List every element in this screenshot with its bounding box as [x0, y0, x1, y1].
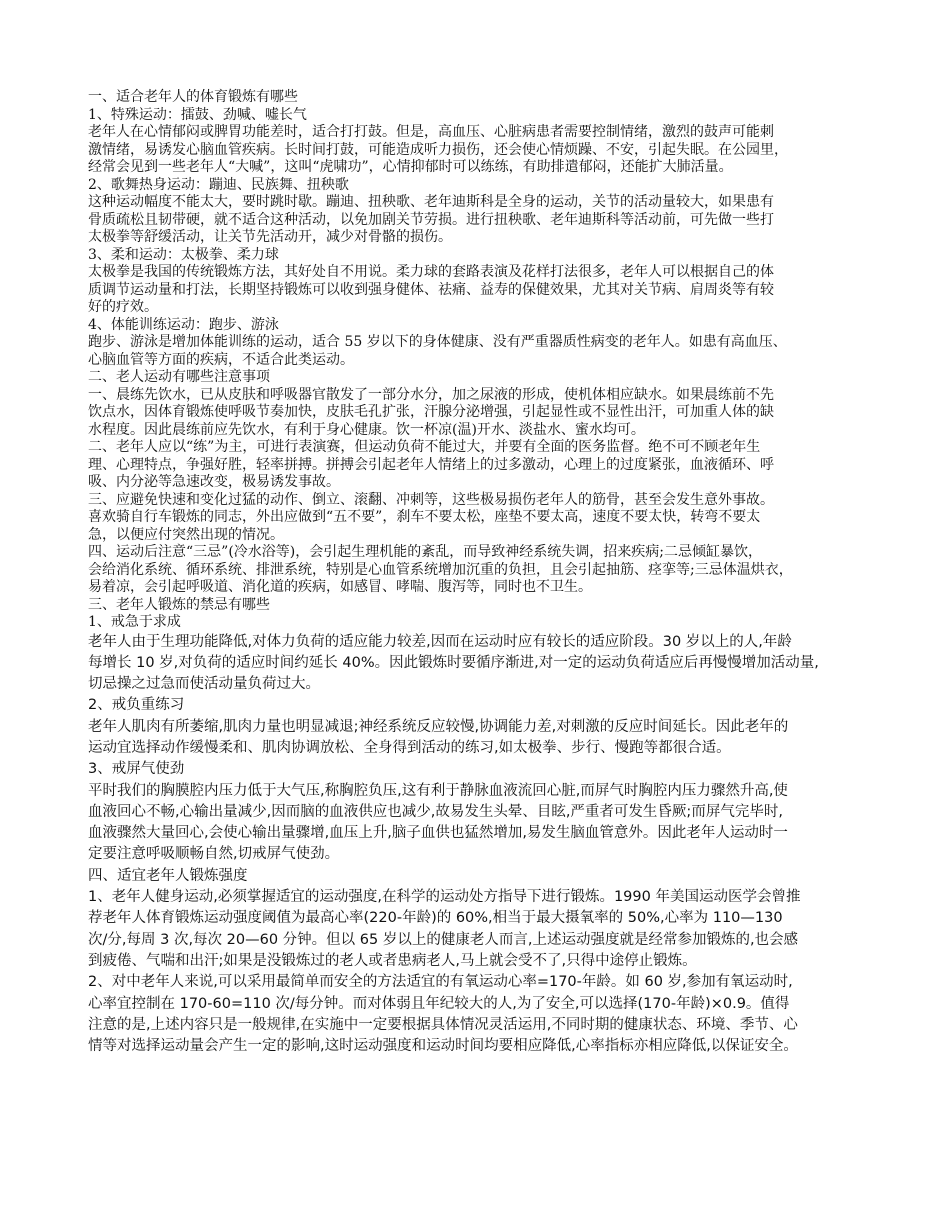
text-line: 会给消化系统、循环系统、排泄系统，特别是心血管系统增加沉重的负担，且会引起抽筋、痉挛等;三忌体温烘衣，: [88, 561, 793, 578]
text-line: 1、老年人健身运动,必须掌握适宜的运动强度,在科学的运动处方指导下进行锻炼。1990 年美国运动医学会曾推: [88, 889, 801, 906]
text-line: 到疲倦、气喘和出汗;如果是没锻炼过的老人或者患病老人,马上就会受不了,只得中途停止锻炼。: [88, 952, 697, 969]
text-line: 四、运动后注意“三忌”(冷水浴等)，会引起生理机能的紊乱，而导致神经系统失调，招来疾病;二忌倾缸暴饮，: [88, 544, 762, 560]
text-line: 血液骤然大量回心,会使心输出量骤增,血压上升,脑子血供也猛然增加,易发生脑血管意外。因此老年人运动时一: [88, 825, 788, 842]
text-line: 2、对中老年人来说,可以采用最简单而安全的方法适宜的有氧运动心率=170-年龄。如 60 岁,参加有氧运动时,: [88, 974, 793, 991]
text-line: 3、柔和运动：太极拳、柔力球: [88, 246, 279, 263]
text-line: 好的疗效。: [88, 299, 158, 315]
text-line: 四、适宜老年人锻炼强度: [88, 867, 248, 884]
text-line: 跑步、游泳是增加体能训练的运动，适合 55 岁以下的身体健康、没有严重器质性病变的老年人。如患有高血压、: [88, 334, 787, 350]
text-line: 理、心理特点，争强好胜，轻率拼搏。拼搏会引起老年人情绪上的过多激动，心理上的过度紧张，血液循环、呼: [88, 456, 774, 473]
text-line: 一、晨练先饮水，已从皮肤和呼吸器官散发了一部分水分，加之尿液的形成，使机体相应缺水。如果晨练前不先: [88, 386, 774, 403]
text-line: 水程度。因此晨练前应先饮水，有利于身心健康。饮一杯凉(温)开水、淡盐水、蜜水均可。: [88, 421, 645, 438]
text-line: 三、老年人锻炼的禁忌有哪些: [88, 596, 270, 613]
text-line: 一、适合老年人的体育锻炼有哪些: [88, 89, 298, 105]
text-line: 太极拳是我国的传统锻炼方法，其好处自不用说。柔力球的套路表演及花样打法很多，老年人可以根据自己的体: [88, 264, 774, 280]
text-line: 这种运动幅度不能太大，要时跳时歇。蹦迪、扭秧歌、老年迪斯科是全身的运动，关节的活动量较大，如果患有: [88, 194, 774, 210]
text-line: 喜欢骑自行车锻炼的同志，外出应做到“五不要”，刹车不要太松，座垫不要太高，速度不要太快，转弯不要太: [88, 509, 761, 525]
text-block-3: [88, 695, 866, 1057]
text-line: 质调节运动量和打法，长期坚持锻炼可以收到强身健体、祛痛、益寿的保健效果，尤其对关节病、肩周炎等有较: [88, 281, 774, 298]
text-line: 荐老年人体育锻炼运动强度阈值为最高心率(220-年龄)的 60%,相当于最大摄氧率的 50%,心率为 110—130: [88, 910, 783, 927]
text-line: 1、戒急于求成: [88, 614, 181, 630]
text-line: 激情绪，易诱发心脑血管疾病。长时间打鼓，可能造成听力损伤，还会使心情烦躁、不安，引起失眠。在公园里，: [88, 141, 788, 158]
text-line: 二、老年人应以“练”为主，可进行表演赛，但运动负荷不能过大，并要有全面的医务监督。绝不可不顾老年生: [88, 439, 761, 455]
text-line: 易着凉，会引起呼吸道、消化道的疾病，如感冒、哮喘、腹泻等，同时也不卫生。: [88, 579, 592, 595]
text-line: 急，以便应付突然出现的情况。: [88, 526, 284, 543]
text-line: 定要注意呼吸顺畅自然,切戒屏气使劲。: [88, 846, 340, 863]
text-line: 运动宜选择动作缓慢柔和、肌肉协调放松、全身得到活动的练习,如太极拳、步行、慢跑等都很合适。: [88, 739, 731, 756]
text-line: 2、歌舞热身运动：蹦迪、民族舞、扭秧歌: [88, 176, 349, 193]
text-line: 3、戒屏气使劲: [88, 761, 185, 778]
text-line: 2、戒负重练习: [88, 697, 185, 714]
text-block-2: [88, 632, 866, 696]
text-line: 老年人肌肉有所萎缩,肌肉力量也明显减退;神经系统反应较慢,协调能力差,对刺激的反应时间延长。因此老年的: [88, 718, 789, 735]
text-line: 平时我们的胸膜腔内压力低于大气压,称胸腔负压,这有利于静脉血液流回心脏,而屏气时胸腔内压力骤然升高,使: [88, 782, 788, 799]
text-line: 4、体能训练运动：跑步、游泳: [88, 316, 279, 333]
text-line: 心率宜控制在 170-60=110 次/每分钟。而对体弱且年纪较大的人,为了安全,可以选择(170-年龄)×0.9。值得: [88, 995, 790, 1012]
text-line: 血液回心不畅,心输出量减少,因而脑的血液供应也减少,故易发生头晕、目眩,严重者可发生昏厥;而屏气完毕时,: [88, 803, 783, 820]
text-line: 情等对选择运动量会产生一定的影响,这时运动强度和运动时间均要相应降低,心率指标亦相应降低,以保证安全。: [88, 1038, 798, 1055]
text-line: 每增长 10 岁,对负荷的适应时间约延长 40%。因此锻炼时要循序渐进,对一定的运动负荷适应后再慢慢增加活动量,: [88, 654, 819, 671]
text-line: 1、特殊运动：擂鼓、劲喊、嘘长气: [88, 106, 307, 123]
text-line: 太极拳等舒缓活动，让关节先活动开，减少对骨骼的损伤。: [88, 229, 452, 245]
document-page: [88, 89, 866, 1057]
text-line: 二、老人运动有哪些注意事项: [88, 369, 270, 385]
text-line: 次/分,每周 3 次,每次 20—60 分钟。但以 65 岁以上的健康老人而言,上述运动强度就是经常参加锻炼的,也会感: [88, 931, 799, 948]
text-block-1: [88, 89, 866, 632]
text-line: 切忌操之过急而使活动量负荷过大。: [88, 676, 320, 693]
text-line: 三、应避免快速和变化过猛的动作、倒立、滚翻、冲刺等，这些极易损伤老年人的筋骨，甚至会发生意外事故。: [88, 491, 774, 508]
text-line: 老年人在心情郁闷或脾胃功能差时，适合打打鼓。但是，高血压、心脏病患者需要控制情绪，激烈的鼓声可能刺: [88, 124, 774, 140]
text-line: 心脑血管等方面的疾病，不适合此类运动。: [88, 351, 354, 368]
text-line: 老年人由于生理功能降低,对体力负荷的适应能力较差,因而在运动时应有较长的适应阶段。30 岁以上的人,年龄: [88, 633, 792, 650]
text-line: 注意的是,上述内容只是一般规律,在实施中一定要根据具体情况灵活运用,不同时期的健康状态、环境、季节、心: [88, 1016, 798, 1033]
text-line: 饮点水，因体育锻炼使呼吸节奏加快，皮肤毛孔扩张，汗腺分泌增强，引起显性或不显性出汗，可加重人体的缺: [88, 404, 774, 420]
text-line: 骨质疏松且韧带硬，就不适合这种活动，以免加剧关节劳损。进行扭秧歌、老年迪斯科等活动前，可先做一些打: [88, 211, 774, 228]
text-line: 吸、内分泌等急速改变，极易诱发事故。: [88, 474, 340, 490]
text-line: 经常会见到一些老年人“大喊”，这叫“虎啸功”，心情抑郁时可以练练，有助排遣郁闷，还能扩大肺活量。: [88, 159, 733, 175]
